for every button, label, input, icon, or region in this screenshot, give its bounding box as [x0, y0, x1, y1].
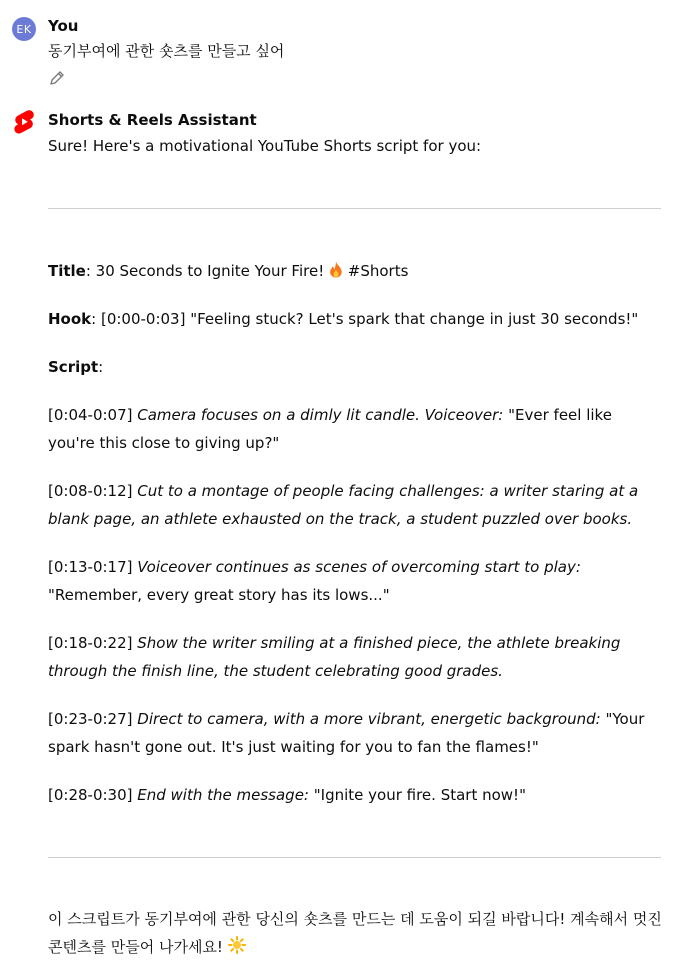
scene-direction: Voiceover continues as scenes of overcoming start to play:: [137, 558, 581, 576]
scene-line: "Ignite your fire. Start now!": [308, 786, 526, 804]
script-heading: [48, 353, 663, 381]
title-hashtag: #Shorts: [343, 262, 409, 280]
title-line: [48, 257, 663, 285]
user-message: 동기부여에 관한 숏츠를 만들고 싶어: [48, 42, 285, 60]
scene-3: [48, 553, 663, 609]
divider-top: [48, 208, 661, 209]
shorts-logo-icon: [12, 110, 36, 134]
closing-text: 이 스크립트가 동기부여에 관한 당신의 숏츠를 만드는 데 도움이 되길 바랍니다! 계속해서 멋진 콘텐츠를 만들어 나가세요!: [48, 910, 662, 956]
scene-direction: End with the message:: [137, 786, 309, 804]
scene-1: [48, 401, 663, 457]
title-value: : 30 Seconds to Ignite Your Fire!: [85, 262, 329, 280]
scene-direction: Show the writer smiling at a finished piece, the athlete breaking through the finish line, the student celebrating good grades.: [48, 634, 621, 680]
scene-time: [0:13-0:17]: [48, 558, 138, 576]
scene-time: [0:08-0:12]: [48, 482, 138, 500]
closing-message: [48, 905, 663, 961]
user-name: You: [48, 17, 79, 35]
pencil-icon[interactable]: [48, 69, 66, 87]
fire-emoji: [329, 261, 343, 278]
scene-time: [0:18-0:22]: [48, 634, 138, 652]
script-label: Script: [48, 358, 99, 376]
scene-direction: Camera focuses on a dimly lit candle. Voiceover:: [137, 406, 504, 424]
scene-6: [48, 781, 663, 809]
scene-5: [48, 705, 663, 761]
scene-time: [0:28-0:30]: [48, 786, 138, 804]
scene-direction: Direct to camera, with a more vibrant, energetic background:: [137, 710, 601, 728]
scene-time: [0:23-0:27]: [48, 710, 138, 728]
scene-direction: Cut to a montage of people facing challenges: a writer staring at a blank page, an athlete exhausted on the track, a student puzzled over books.: [48, 482, 639, 528]
scene-line: "Remember, every great story has its lows...": [48, 586, 390, 604]
script-content: [48, 257, 663, 829]
scene-line: "Ever feel like you're this close to giving up?": [48, 406, 612, 452]
hook-value: : [0:00-0:03] "Feeling stuck? Let's spark that change in just 30 seconds!": [91, 310, 639, 328]
sun-emoji: [228, 936, 246, 954]
assistant-name: Shorts & Reels Assistant: [48, 111, 257, 129]
scene-4: [48, 629, 663, 685]
hook-label: Hook: [48, 310, 92, 328]
hook-line: [48, 305, 663, 333]
script-colon: :: [98, 358, 104, 376]
scene-line: "Your spark hasn't gone out. It's just waiting for you to fan the flames!": [48, 710, 645, 756]
assistant-intro: Sure! Here's a motivational YouTube Shorts script for you:: [48, 137, 482, 155]
title-label: Title: [48, 262, 86, 280]
divider-bottom: [48, 857, 661, 858]
scene-time: [0:04-0:07]: [48, 406, 138, 424]
scene-2: [48, 477, 663, 533]
user-avatar: EK: [12, 17, 36, 41]
